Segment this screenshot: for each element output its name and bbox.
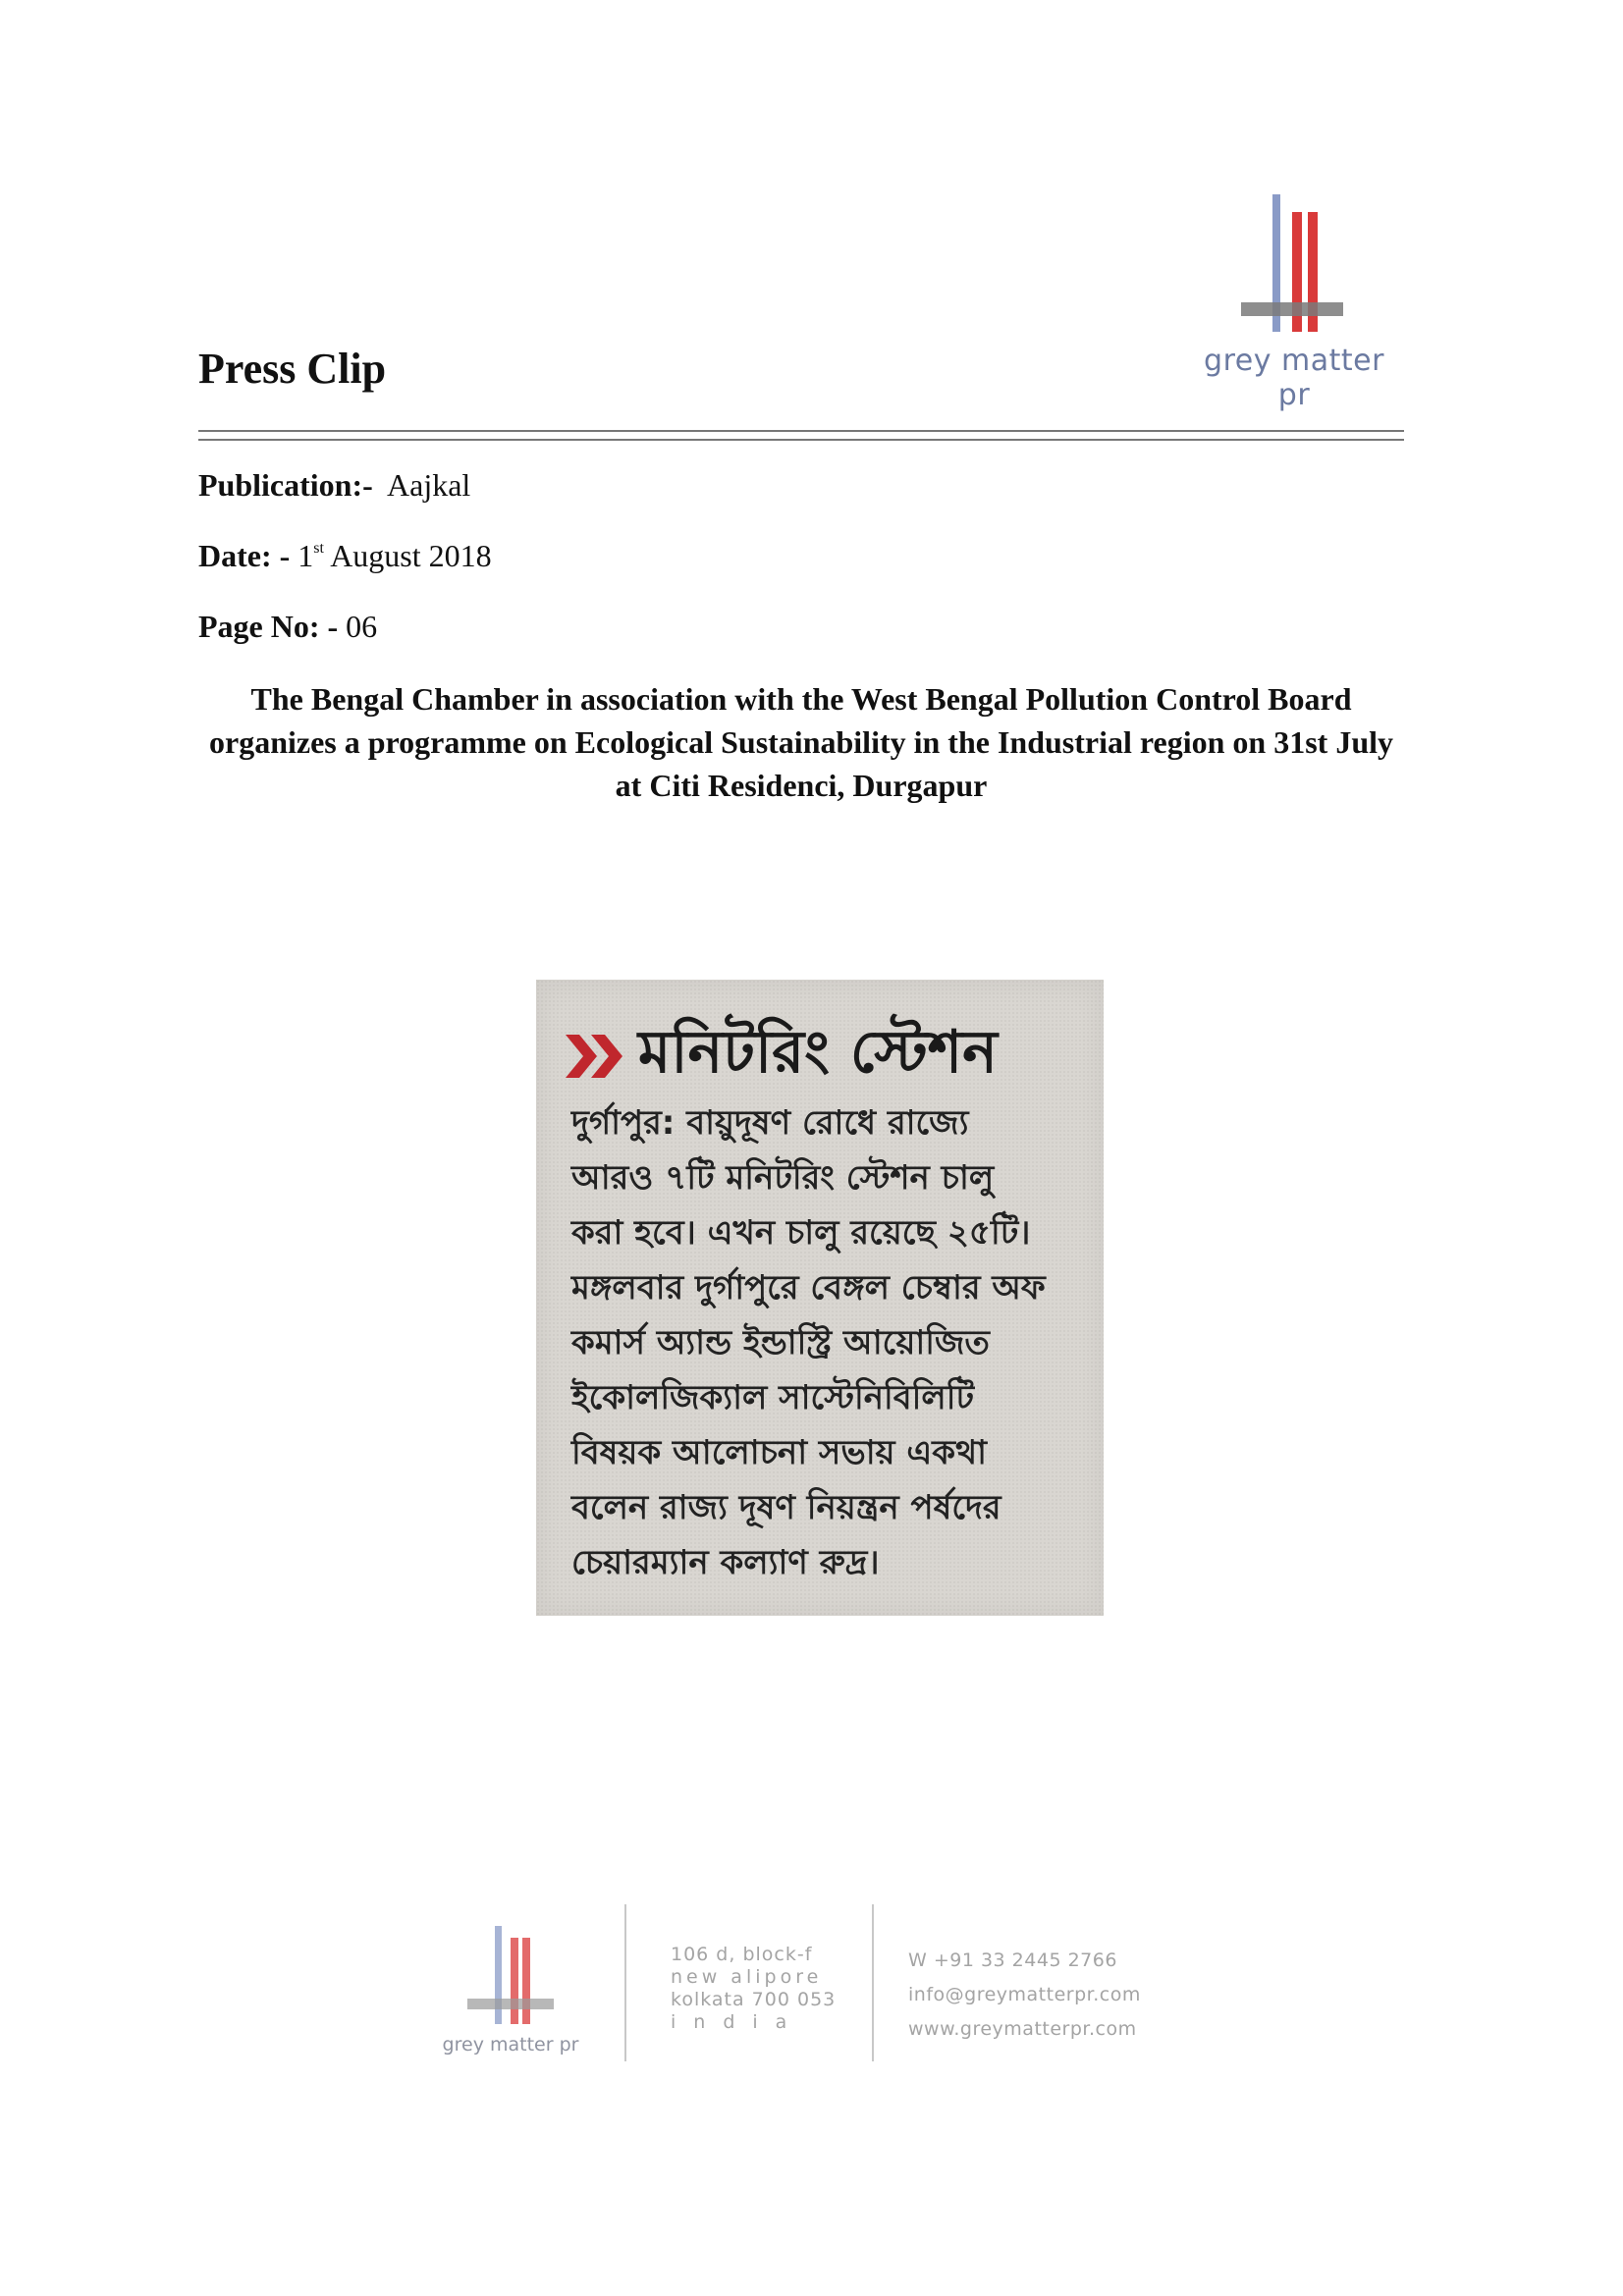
clipping-header xyxy=(566,1007,998,1105)
page-line xyxy=(198,609,377,645)
address-line: 106 d, block-f xyxy=(671,1944,813,1965)
clipping-line: মঙ্গলবার দুর্গাপুরে বেঙ্গল চেম্বার অফ xyxy=(571,1268,1046,1308)
page-value: 06 xyxy=(346,609,378,644)
address-line: new alipore xyxy=(671,1966,823,1988)
chevron-right-icon xyxy=(566,1031,628,1082)
footer-contact xyxy=(908,1944,1141,2047)
date-rest: August 2018 xyxy=(330,538,492,573)
date-suffix: st xyxy=(313,540,324,557)
footer-address xyxy=(671,1944,836,2034)
contact-email[interactable]: info@greymatterpr.com xyxy=(908,1984,1141,2005)
publication-line xyxy=(198,467,470,504)
brand-logo-text: grey matter pr xyxy=(1204,344,1384,412)
footer-divider xyxy=(872,1904,874,2061)
clipping-line: করা হবে। এখন চালু রয়েছে ২৫টি। xyxy=(571,1213,1031,1253)
publication-value: Aajkal xyxy=(387,467,471,503)
clipping-line: বিষয়ক আলোচনা সভায় একথা xyxy=(571,1433,987,1472)
clipping-line: বলেন রাজ্য দূষণ নিয়ন্ত্রন পর্ষদের xyxy=(571,1488,1001,1527)
page-label: Page No: - xyxy=(198,609,339,644)
contact-phone: W +91 33 2445 2766 xyxy=(908,1949,1117,1971)
publication-label: Publication:- xyxy=(198,467,373,503)
header-divider xyxy=(198,430,1404,441)
footer-divider xyxy=(624,1904,626,2061)
newspaper-clipping xyxy=(536,980,1104,1616)
footer-logo-text: grey matter pr xyxy=(442,2034,579,2056)
clipping-line: চেয়ারম্যান কল্যাণ রুদ্র। xyxy=(571,1543,880,1582)
date-day: 1 xyxy=(298,538,314,573)
address-line: india xyxy=(671,2011,805,2033)
headline: The Bengal Chamber in association with the West Bengal Pollution Control Board organizes a programme on Ecological Sustainability in the Industrial region on 31st July at Citi Residenci, Durgapur xyxy=(208,681,1393,803)
clipping-line: দুর্গাপুর: বায়ুদূষণ রোধে রাজ্যে xyxy=(571,1103,969,1143)
footer-logo xyxy=(422,1924,599,2056)
contact-website[interactable]: www.greymatterpr.com xyxy=(908,2018,1137,2040)
clipping-body xyxy=(571,1095,1082,1590)
date-label: Date: - xyxy=(198,538,291,573)
clipping-line: ইকোলজিক্যাল সাস্টেনিবিলিটি xyxy=(571,1378,974,1417)
clipping-line: কমার্স অ্যান্ড ইন্ডাস্ট্রি আয়োজিত xyxy=(571,1323,990,1362)
footer xyxy=(422,1904,1188,2071)
page-title: Press Clip xyxy=(198,345,387,393)
brand-logo xyxy=(1186,192,1402,412)
date-line xyxy=(198,538,492,574)
clipping-line: আরও ৭টি মনিটরিং স্টেশন চালু xyxy=(571,1158,995,1198)
footer-logo-icon xyxy=(461,1924,560,2032)
address-line: kolkata 700 053 xyxy=(671,1989,837,2010)
brand-logo-icon xyxy=(1235,192,1353,340)
clipping-title: মনিটরিং স্টেশন xyxy=(638,1018,998,1087)
